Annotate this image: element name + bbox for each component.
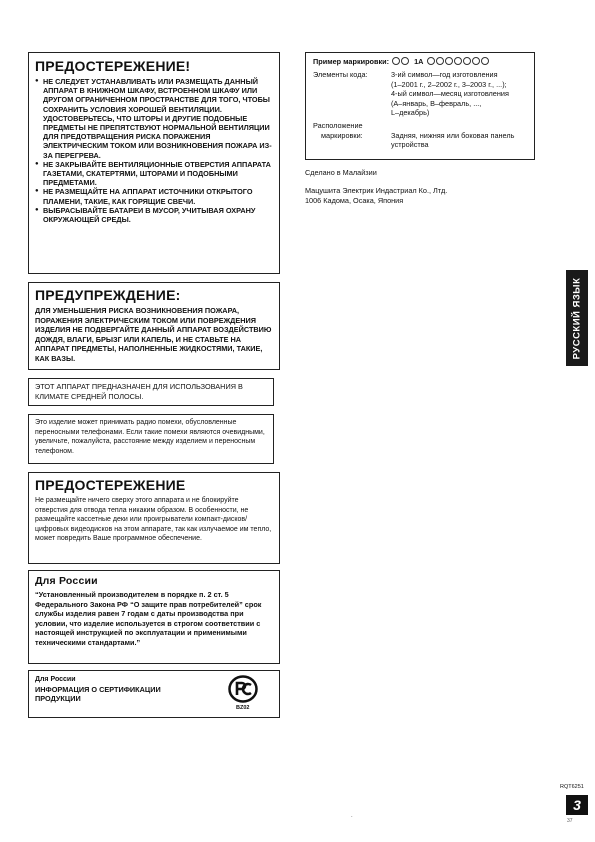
document-code: RQT6251 [560, 784, 584, 790]
marking-location-label [313, 121, 391, 149]
page-number: 3 [566, 795, 588, 815]
marking-code-values [391, 70, 527, 117]
caution-list [35, 77, 273, 224]
climate-text: ЭТОТ АППАРАТ ПРЕДНАЗНАЧЕН ДЛЯ ИСПОЛЬЗОВАНИЯ В КЛИМАТЕ СРЕДНЕЙ ПОЛОСЫ. [35, 382, 243, 401]
marking-code-label: Элементы кода: [313, 70, 368, 80]
radio-interference-box [28, 414, 274, 464]
certification-title: Для России [35, 676, 76, 683]
marking-code-line: L–декабрь) [391, 108, 430, 118]
language-tab [566, 270, 588, 366]
circle-icon [481, 57, 489, 65]
marking-example-code: 1A [414, 57, 424, 66]
caution-heat-title: ПРЕДОСТЕРЕЖЕНИЕ [35, 477, 186, 493]
circle-icon [436, 57, 444, 65]
made-in-text: Сделано в Малайзии [305, 168, 377, 177]
russia-title: Для России [35, 575, 98, 587]
caution-box-ventilation [28, 52, 280, 274]
marking-location-value: Задняя, нижняя или боковая панель устройства [391, 130, 515, 150]
page-footnote: 37 [567, 818, 573, 824]
marking-code-line: (А–январь, В–февраль, ..., [391, 98, 482, 108]
marking-code-line: (1–2001 г., 2–2002 г., 3–2003 г., ...); [391, 79, 507, 89]
marking-example-circles [392, 57, 410, 66]
marking-example-row [313, 57, 527, 66]
marking-example-label: Пример маркировки: [313, 57, 390, 66]
caution-item: ● ВЫБРАСЫВАЙТЕ БАТАРЕИ В МУСОР, УЧИТЫВАЯ ОХРАНУ ОКРУЖАЮЩЕЙ СРЕДЫ. [35, 206, 273, 224]
language-tab-label: РУССКИЙ ЯЗЫК [571, 277, 583, 359]
caution-item: ● НЕ РАЗМЕЩАЙТЕ НА АППАРАТ ИСТОЧНИКИ ОТКРЫТОГО ПЛАМЕНИ, ТАКИЕ, КАК ГОРЯЩИЕ СВЕЧИ. [35, 187, 273, 205]
circle-icon [427, 57, 435, 65]
marking-location-row [313, 121, 527, 149]
climate-box [28, 378, 274, 406]
manufacturer-address: 1006 Кадома, Осака, Япония [305, 196, 404, 205]
circle-icon [463, 57, 471, 65]
caution-item: ● НЕ СЛЕДУЕТ УСТАНАВЛИВАТЬ ИЛИ РАЗМЕЩАТЬ ДАННЫЙ АППАРАТ В КНИЖНОМ ШКАФУ, ВСТРОЕННОМ ШКАФУ ИЛИ ДРУГОМ ОГРАНИЧЕННОМ ПРОСТРАНСТВЕ ДЛЯ ТОГО, ЧТОБЫ СОХРАНИТЬ УСЛОВИЯ ХОРОШЕЙ ВЕНТИЛЯЦИИ. УДОСТОВЕРЬТЕСЬ, ЧТО ШТОРЫ И ДРУГИЕ ПОДОБНЫЕ ПРЕДМЕТЫ НЕ ПРЕПЯТСТВУЮТ НОРМАЛЬНОЙ ВЕНТИЛЯЦИИ ДЛЯ ПРЕДОТВРАЩЕНИЯ РИСКА ПОРАЖЕНИЯ ЭЛЕКТРИЧЕСКИМ ТОКОМ ИЛИ ВОЗНИКНОВЕНИЯ ПОЖАРА ИЗ-ЗА ПЕРЕГРЕВА. [35, 77, 273, 160]
warning-text: ДЛЯ УМЕНЬШЕНИЯ РИСКА ВОЗНИКНОВЕНИЯ ПОЖАРА, ПОРАЖЕНИЯ ЭЛЕКТРИЧЕСКИМ ТОКОМ ИЛИ ПОВРЕЖДЕНИЯ ИЗДЕЛИЯ НЕ ПОДВЕРГАЙТЕ ДАННЫЙ АППАРАТ ВОЗДЕЙСТВИЮ ДОЖДЯ, ВЛАГИ, БРЫЗГ ИЛИ КАПЕЛЬ, И НЕ СТАВЬТЕ НА АППАРАТ ПРЕДМЕТЫ, НАПОЛНЕННЫЕ ЖИДКОСТЯМИ, ТАКИЕ, КАК ВАЗЫ. [35, 306, 272, 363]
certification-code: BZ02 [236, 705, 250, 711]
marking-code-line: 4-ый символ—месяц изготовления [391, 89, 509, 99]
caution-heat-text: Не размещайте ничего сверху этого аппарата и не блокируйте отверстия для отвода тепла никаким образом. В особенности, не размещайте кассетные деки или проигрыватели компакт-дисков/цифровых видеодисков на этом аппарате, так как излучаемое им тепло, может повредить Ваше программное обеспечение. [35, 497, 272, 543]
warning-title: ПРЕДУПРЕЖДЕНИЕ: [35, 287, 181, 303]
warning-box [28, 282, 280, 370]
circle-icon [445, 57, 453, 65]
russia-text: “Установленный производителем в порядке п. 2 ст. 5 Федерального Закона РФ “О защите прав потребителей” срок службы изделия равен 7 годам с даты производства при условии, что изделие используется в строгом соответствии с настоящей инструкцией по эксплуатации и применимыми техническими стандартами.” [35, 590, 262, 647]
marking-example-circles-tail [427, 57, 490, 66]
certification-line2: ПРОДУКЦИИ [35, 694, 81, 704]
certification-line1: ИНФОРМАЦИЯ О СЕРТИФИКАЦИИ [35, 684, 161, 694]
caution-title: ПРЕДОСТЕРЕЖЕНИЕ! [35, 58, 191, 74]
dot-mark: . [351, 813, 353, 819]
pct-certification-logo [228, 675, 258, 703]
circle-icon [472, 57, 480, 65]
marking-code-row [313, 70, 527, 117]
marking-location-label-1: Расположение [313, 121, 363, 131]
caution-box-heat [28, 472, 280, 564]
marking-code-line: 3-ий символ—год изготовления [391, 70, 498, 80]
circle-icon [392, 57, 400, 65]
russia-service-life-box [28, 570, 280, 664]
circle-icon [454, 57, 462, 65]
marking-box [305, 52, 535, 160]
caution-item: ● НЕ ЗАКРЫВАЙТЕ ВЕНТИЛЯЦИОННЫЕ ОТВЕРСТИЯ АППАРАТА ГАЗЕТАМИ, СКАТЕРТЯМИ, ШТОРАМИ И ПОДОБНЫМИ ПРЕДМЕТАМИ. [35, 160, 273, 188]
manufacturer-name: Мацушита Электрик Индастриал Ко., Лтд. [305, 186, 448, 195]
marking-location-label-2: маркировки: [321, 130, 363, 140]
radio-interference-text: Это изделие может принимать радио помехи, обусловленные переносными телефонами. Если такие помехи являются очевидными, увеличьте, пожалуйста, расстояние между изделием и переносным телефоном. [35, 419, 265, 455]
circle-icon [401, 57, 409, 65]
